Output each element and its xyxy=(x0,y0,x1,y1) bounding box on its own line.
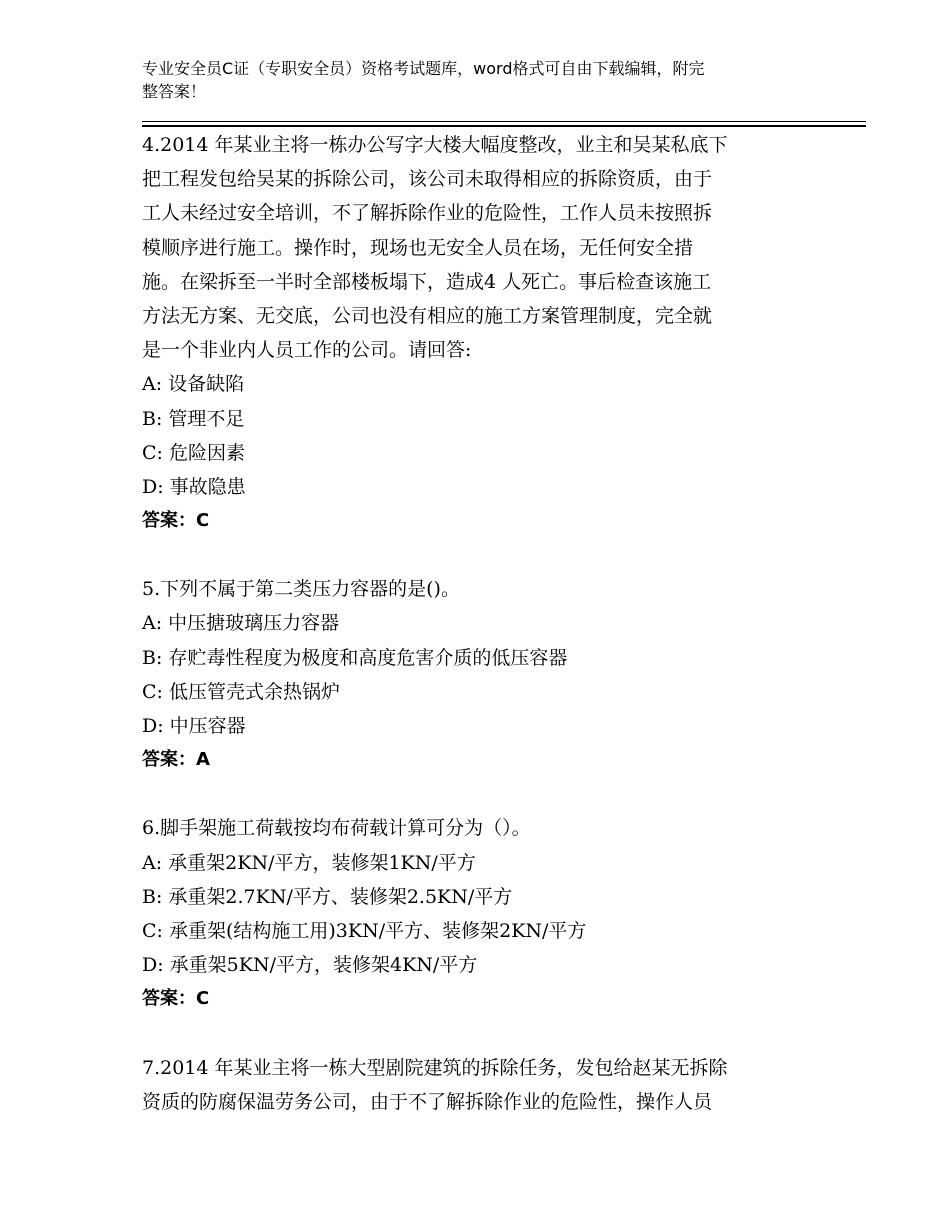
option-d: D: 事故隐患 xyxy=(142,475,246,498)
question-text-line: 把工程发包给吴某的拆除公司，该公司未取得相应的拆除资质，由于 xyxy=(142,168,713,191)
option-a: A: 承重架2KN/平方，装修架1KN/平方 xyxy=(142,851,476,874)
question-4 xyxy=(142,128,822,538)
question-text-line: 施。在梁拆至一半时全部楼板塌下，造成4 人死亡。事后检查该施工 xyxy=(142,270,712,293)
spacer xyxy=(142,1017,822,1051)
option-d: D: 承重架5KN/平方，装修架4KN/平方 xyxy=(142,954,478,977)
answer: 答案：C xyxy=(142,510,210,532)
header-line-2: 整答案！ xyxy=(142,82,207,101)
answer: 答案：C xyxy=(142,988,210,1010)
question-text-line: 方法无方案、无交底，公司也没有相应的施工方案管理制度，完全就 xyxy=(142,304,713,327)
option-c: C: 承重架(结构施工用)3KN/平方、装修架2KN/平方 xyxy=(142,919,587,942)
question-6 xyxy=(142,811,822,1016)
option-c: C: 危险因素 xyxy=(142,441,245,464)
option-d: D: 中压容器 xyxy=(142,715,246,737)
question-text-line: 6.脚手架施工荷载按均布荷载计算可分为（）。 xyxy=(142,817,531,840)
header-line-1: 专业安全员C证（专职安全员）资格考试题库，word格式可自由下载编辑，附完 xyxy=(142,59,705,78)
question-text-line: 7.2014 年某业主将一栋大型剧院建筑的拆除任务，发包给赵某无拆除 xyxy=(142,1056,728,1079)
option-b: B: 承重架2.7KN/平方、装修架2.5KN/平方 xyxy=(142,885,513,908)
question-text-line: 工人未经过安全培训，不了解拆除作业的危险性，工作人员未按照拆 xyxy=(142,202,713,225)
header-rule-thick xyxy=(142,125,866,127)
question-text-line: 资质的防腐保温劳务公司，由于不了解拆除作业的危险性，操作人员 xyxy=(142,1090,713,1113)
question-text-line: 是一个非业内人员工作的公司。请回答: xyxy=(142,339,472,362)
spacer xyxy=(142,777,822,811)
document-header xyxy=(142,57,822,103)
option-a: A: 中压搪玻璃压力容器 xyxy=(142,612,340,635)
spacer xyxy=(142,538,822,572)
question-text-line: 5.下列不属于第二类压力容器的是()。 xyxy=(142,578,460,601)
question-text-line: 模顺序进行施工。操作时，现场也无安全人员在场，无任何安全措 xyxy=(142,236,694,259)
option-b: B: 管理不足 xyxy=(142,407,245,430)
answer: 答案：A xyxy=(142,749,210,771)
question-list xyxy=(142,128,822,1119)
question-7 xyxy=(142,1051,822,1119)
option-b: B: 存贮毒性程度为极度和高度危害介质的低压容器 xyxy=(142,646,568,669)
question-5 xyxy=(142,572,822,777)
option-a: A: 设备缺陷 xyxy=(142,373,245,396)
header-rule-thin xyxy=(142,121,866,122)
question-text-line: 4.2014 年某业主将一栋办公写字大楼大幅度整改，业主和吴某私底下 xyxy=(142,134,728,156)
option-c: C: 低压管壳式余热锅炉 xyxy=(142,680,340,703)
